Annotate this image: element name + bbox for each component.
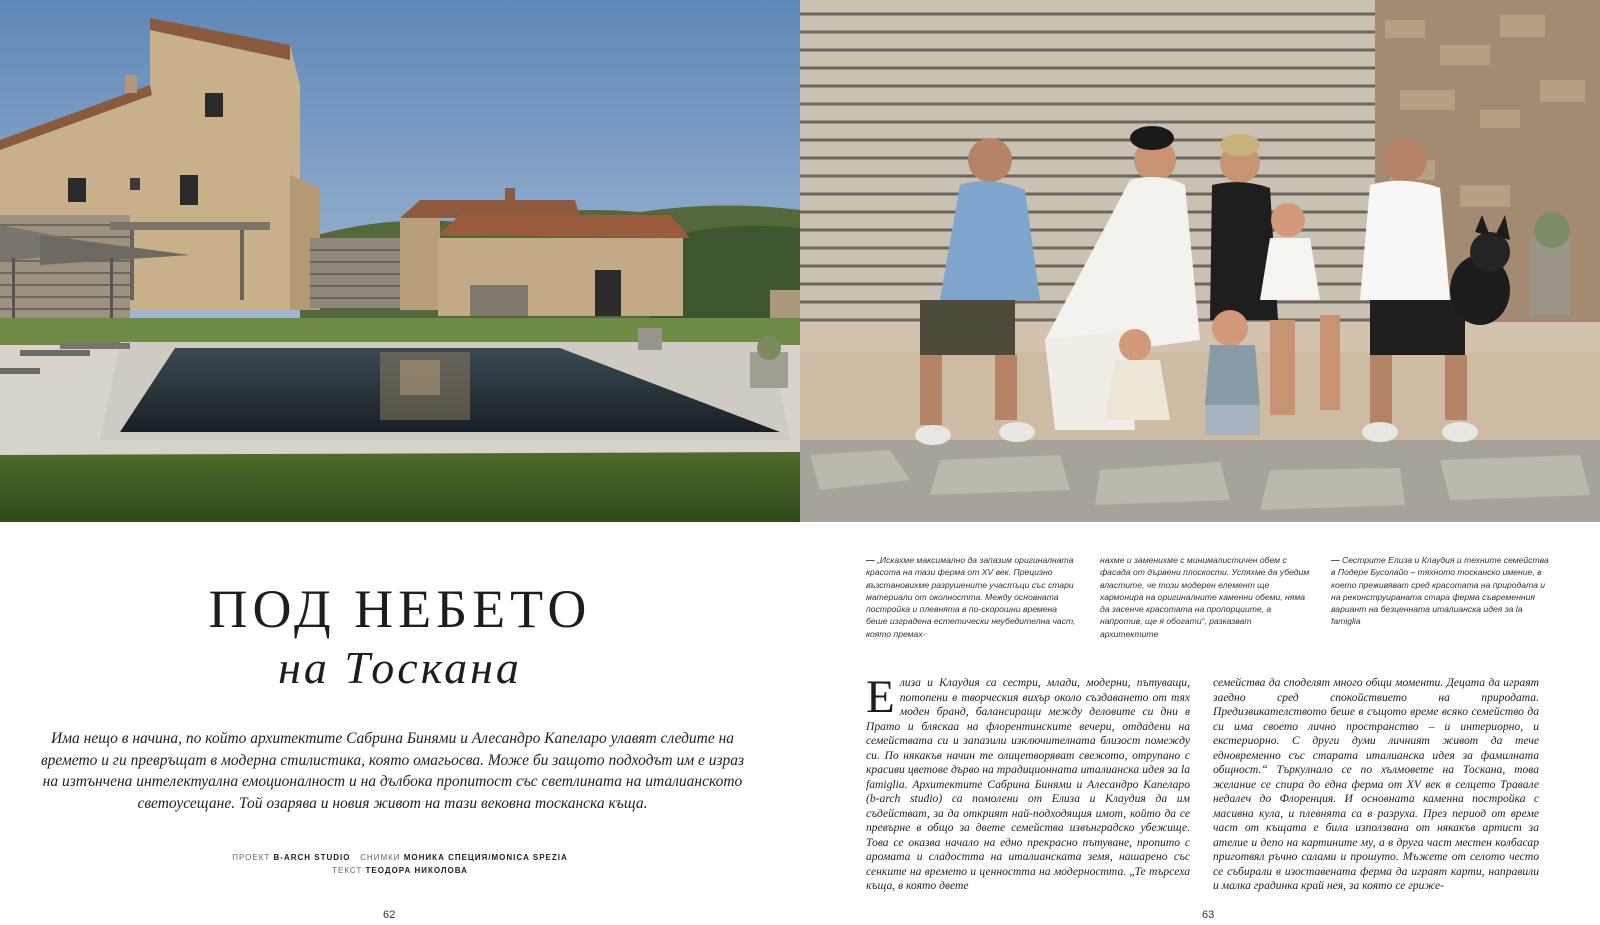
caption-dash-icon: — <box>1331 555 1342 565</box>
article-title: ПОД НЕБЕТО <box>208 579 592 639</box>
intro-paragraph: Има нещо в начина, по който архитектите Сабрина Бинями и Алесандро Капеларо улавят следите на времето и ги превръщат в модерна стилистика, която омагьосва. Може би защото подходът им е израз на изтънчена интелектуална емоционалност и на дълбока пропитост със светлината на италианското светоусещане. Той озарява и новия живот на тази вековна тосканска къща. <box>40 730 745 812</box>
caption-dash-icon: — <box>866 555 877 565</box>
caption-text-3: Сестрите Елиза и Клаудия и техните семейства в Подере Бусолайо – тяхното тосканско имение, в което преживяват сред красотата на природата и на реконструираната стара ферма съвременния вариант на безценната италианска идея за la famiglia <box>1331 555 1549 627</box>
photo-family-portrait <box>800 0 1600 522</box>
project-label: ПРОЕКТ <box>232 853 271 862</box>
credits-line-1 <box>0 851 800 864</box>
caption-column-1 <box>866 554 1078 640</box>
photo-tuscan-house <box>0 0 800 522</box>
caption-text-1: „Искахме максимално да запазим оригиналната красота на тази ферма от XV век. Прецизно възстановихме разрушените участъци със стари материали от околността. Между основната постройка и плевнята в по-скорошни времена беше изградена естетически неубедителна част, която премах- <box>866 555 1076 639</box>
credits-line-2 <box>0 864 800 877</box>
body-column-2: семейства да споделят много общи моменти. Децата да играят заедно сред спокойствието на природата. Предизвикателството беше в същото време всяко семейство да си има своето лично пространство – и интериорно, и екстериорно. С други думи личният живот да тече едновременно със старата италианска идея за фамилната общност.“ Търкулнало се по хълмовете на Тоскана, това желание се спира до една ферма от XV век в селцето Травале недалеч до Флоренция. И основната каменна постройка с масивна кула, и плевнята са в разруха. През период от време част от къщата е била използвана от някакъв артист за ателие и депо на картините му, а в друга част местен колбасар приготвял ръчно салами и прошуто. Мъжете от селото често се събирали в изоставената ферма да играят карти, направили и малка градинка край нея, за която се гриже- <box>1213 676 1539 892</box>
photos-label: СНИМКИ <box>360 853 401 862</box>
caption-column-3 <box>1331 554 1551 628</box>
body-text-1: лиза и Клаудия са сестри, млади, модерни, пътуващи, потопени в творческия вихър около създаването от тях моден бранд, балансиращи между деловите си дни в Прато и бляскаа на флорентинските вечери, отдадени на семействата си и запазили изключителната близост помежду си. По някакъв начин те олицетворяват свежото, отрупано с красиви цветове дърво на традиционната италианска идея за la famiglia. Архитектите Сабрина Бинями и Алесандро Капеларо (b-arch studio) са помолени от Елиза и Клаудия да им съдействат, за да открият най-подходящия имот, който да се превърне в общо за двете семейства извънградско убежище. Това се оказва начало на едно прекрасно пътуване, пропито с аромата и сладостта на италианската земя, нашарено със сенките на времето и ценността на модерността. „Те търсеха къща, в която двете <box>866 676 1190 892</box>
project-value: B-ARCH STUDIO <box>273 853 351 862</box>
drop-cap: Е <box>866 671 895 723</box>
article-subtitle: на Тоскана <box>278 642 522 693</box>
photos-value: МОНИКА СПЕЦИЯ/MONICA SPEZIA <box>403 853 568 862</box>
caption-column-2: нахме и заменихме с минималистичен обем с фасада от дървени плоскости. Успяхме да убедим властите, че този модерен елемент ще хармонира на оригиналните каменни обеми, няма да засенче красотата на пропорциите, а напротив, ще я обогати“, разказват архитектите <box>1100 555 1310 639</box>
page-number-right: 63 <box>1202 909 1215 921</box>
text-value: ТЕОДОРА НИКОЛОВА <box>365 866 468 875</box>
credits-block <box>0 851 800 877</box>
page-number-left: 62 <box>383 909 396 921</box>
text-label: ТЕКСТ <box>332 866 363 875</box>
body-column-1 <box>866 671 1190 894</box>
